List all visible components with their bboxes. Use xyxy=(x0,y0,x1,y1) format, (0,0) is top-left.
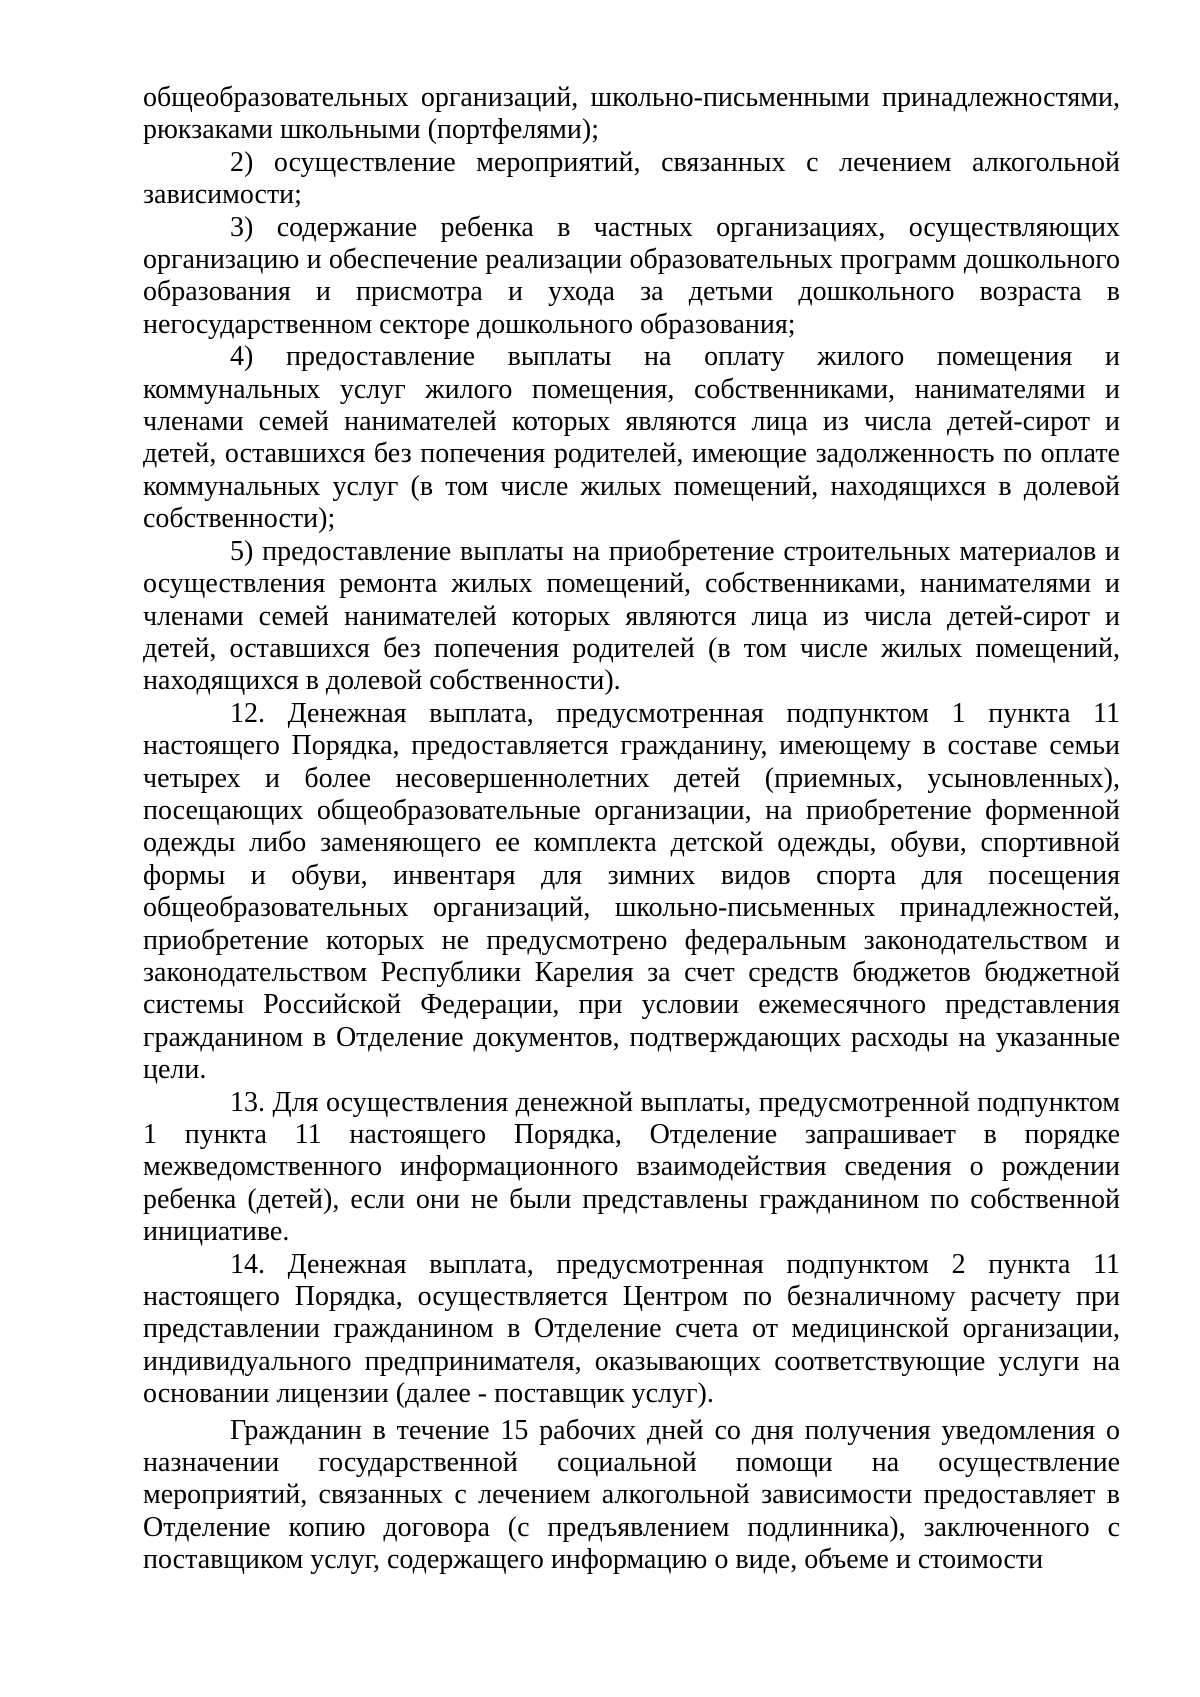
paragraph-clause-13: 13. Для осуществления денежной выплаты, предусмотренной подпунктом 1 пункта 11 настоящего Порядка, Отделение запрашивает в порядке межведомственного информационного взаимодействия сведения о рождении ребенка (детей), если они не были представлены гражданином по собственной инициативе. xyxy=(143,1086,1120,1248)
document-page xyxy=(143,82,1120,1577)
paragraph-item-3: 3) содержание ребенка в частных организациях, осуществляющих организацию и обеспечение реализации образовательных программ дошкольного образования и присмотра и ухода за детьми дошкольного возраста в негосударственном секторе дошкольного образования; xyxy=(143,211,1120,340)
paragraph-item-2: 2) осуществление мероприятий, связанных с лечением алкогольной зависимости; xyxy=(143,146,1120,211)
paragraph-item-4: 4) предоставление выплаты на оплату жилого помещения и коммунальных услуг жилого помещения, собственниками, нанимателями и членами семей нанимателей которых являются лица из числа детей-сирот и детей, оставшихся без попечения родителей, имеющие задолженность по оплате коммунальных услуг (в том числе жилых помещений, находящихся в долевой собственности); xyxy=(143,341,1120,535)
paragraph-continuation: общеобразовательных организаций, школьно-письменными принадлежностями, рюкзаками школьными (портфелями); xyxy=(143,82,1120,146)
paragraph-item-5: 5) предоставление выплаты на приобретение строительных материалов и осуществления ремонта жилых помещений, собственниками, нанимателями и членами семей нанимателей которых являются лица из числа детей-сирот и детей, оставшихся без попечения родителей (в том числе жилых помещений, находящихся в долевой собственности). xyxy=(143,535,1120,697)
paragraph-clause-12: 12. Денежная выплата, предусмотренная подпунктом 1 пункта 11 настоящего Порядка, предоставляется гражданину, имеющему в составе семьи четырех и более несовершеннолетних детей (приемных, усыновленных), посещающих общеобразовательные организации, на приобретение форменной одежды либо заменяющего ее комплекта детской одежды, обуви, спортивной формы и обуви, инвентаря для зимних видов спорта для посещения общеобразовательных организаций, школьно-письменных принадлежностей, приобретение которых не предусмотрено федеральным законодательством и законодательством Республики Карелия за счет средств бюджетов бюджетной системы Российской Федерации, при условии ежемесячного представления гражданином в Отделение документов, подтверждающих расходы на указанные цели. xyxy=(143,697,1120,1086)
paragraph-clause-14: 14. Денежная выплата, предусмотренная подпунктом 2 пункта 11 настоящего Порядка, осуществляется Центром по безналичному расчету при представлении гражданином в Отделение счета от медицинской организации, индивидуального предпринимателя, оказывающих соответствующие услуги на основании лицензии (далее - поставщик услуг). xyxy=(143,1248,1120,1410)
paragraph-clause-14-continuation: Гражданин в течение 15 рабочих дней со дня получения уведомления о назначении государственной социальной помощи на осуществление мероприятий, связанных с лечением алкогольной зависимости предоставляет в Отделение копию договора (с предъявлением подлинника), заключенного с поставщиком услуг, содержащего информацию о виде, объеме и стоимости xyxy=(143,1414,1120,1576)
